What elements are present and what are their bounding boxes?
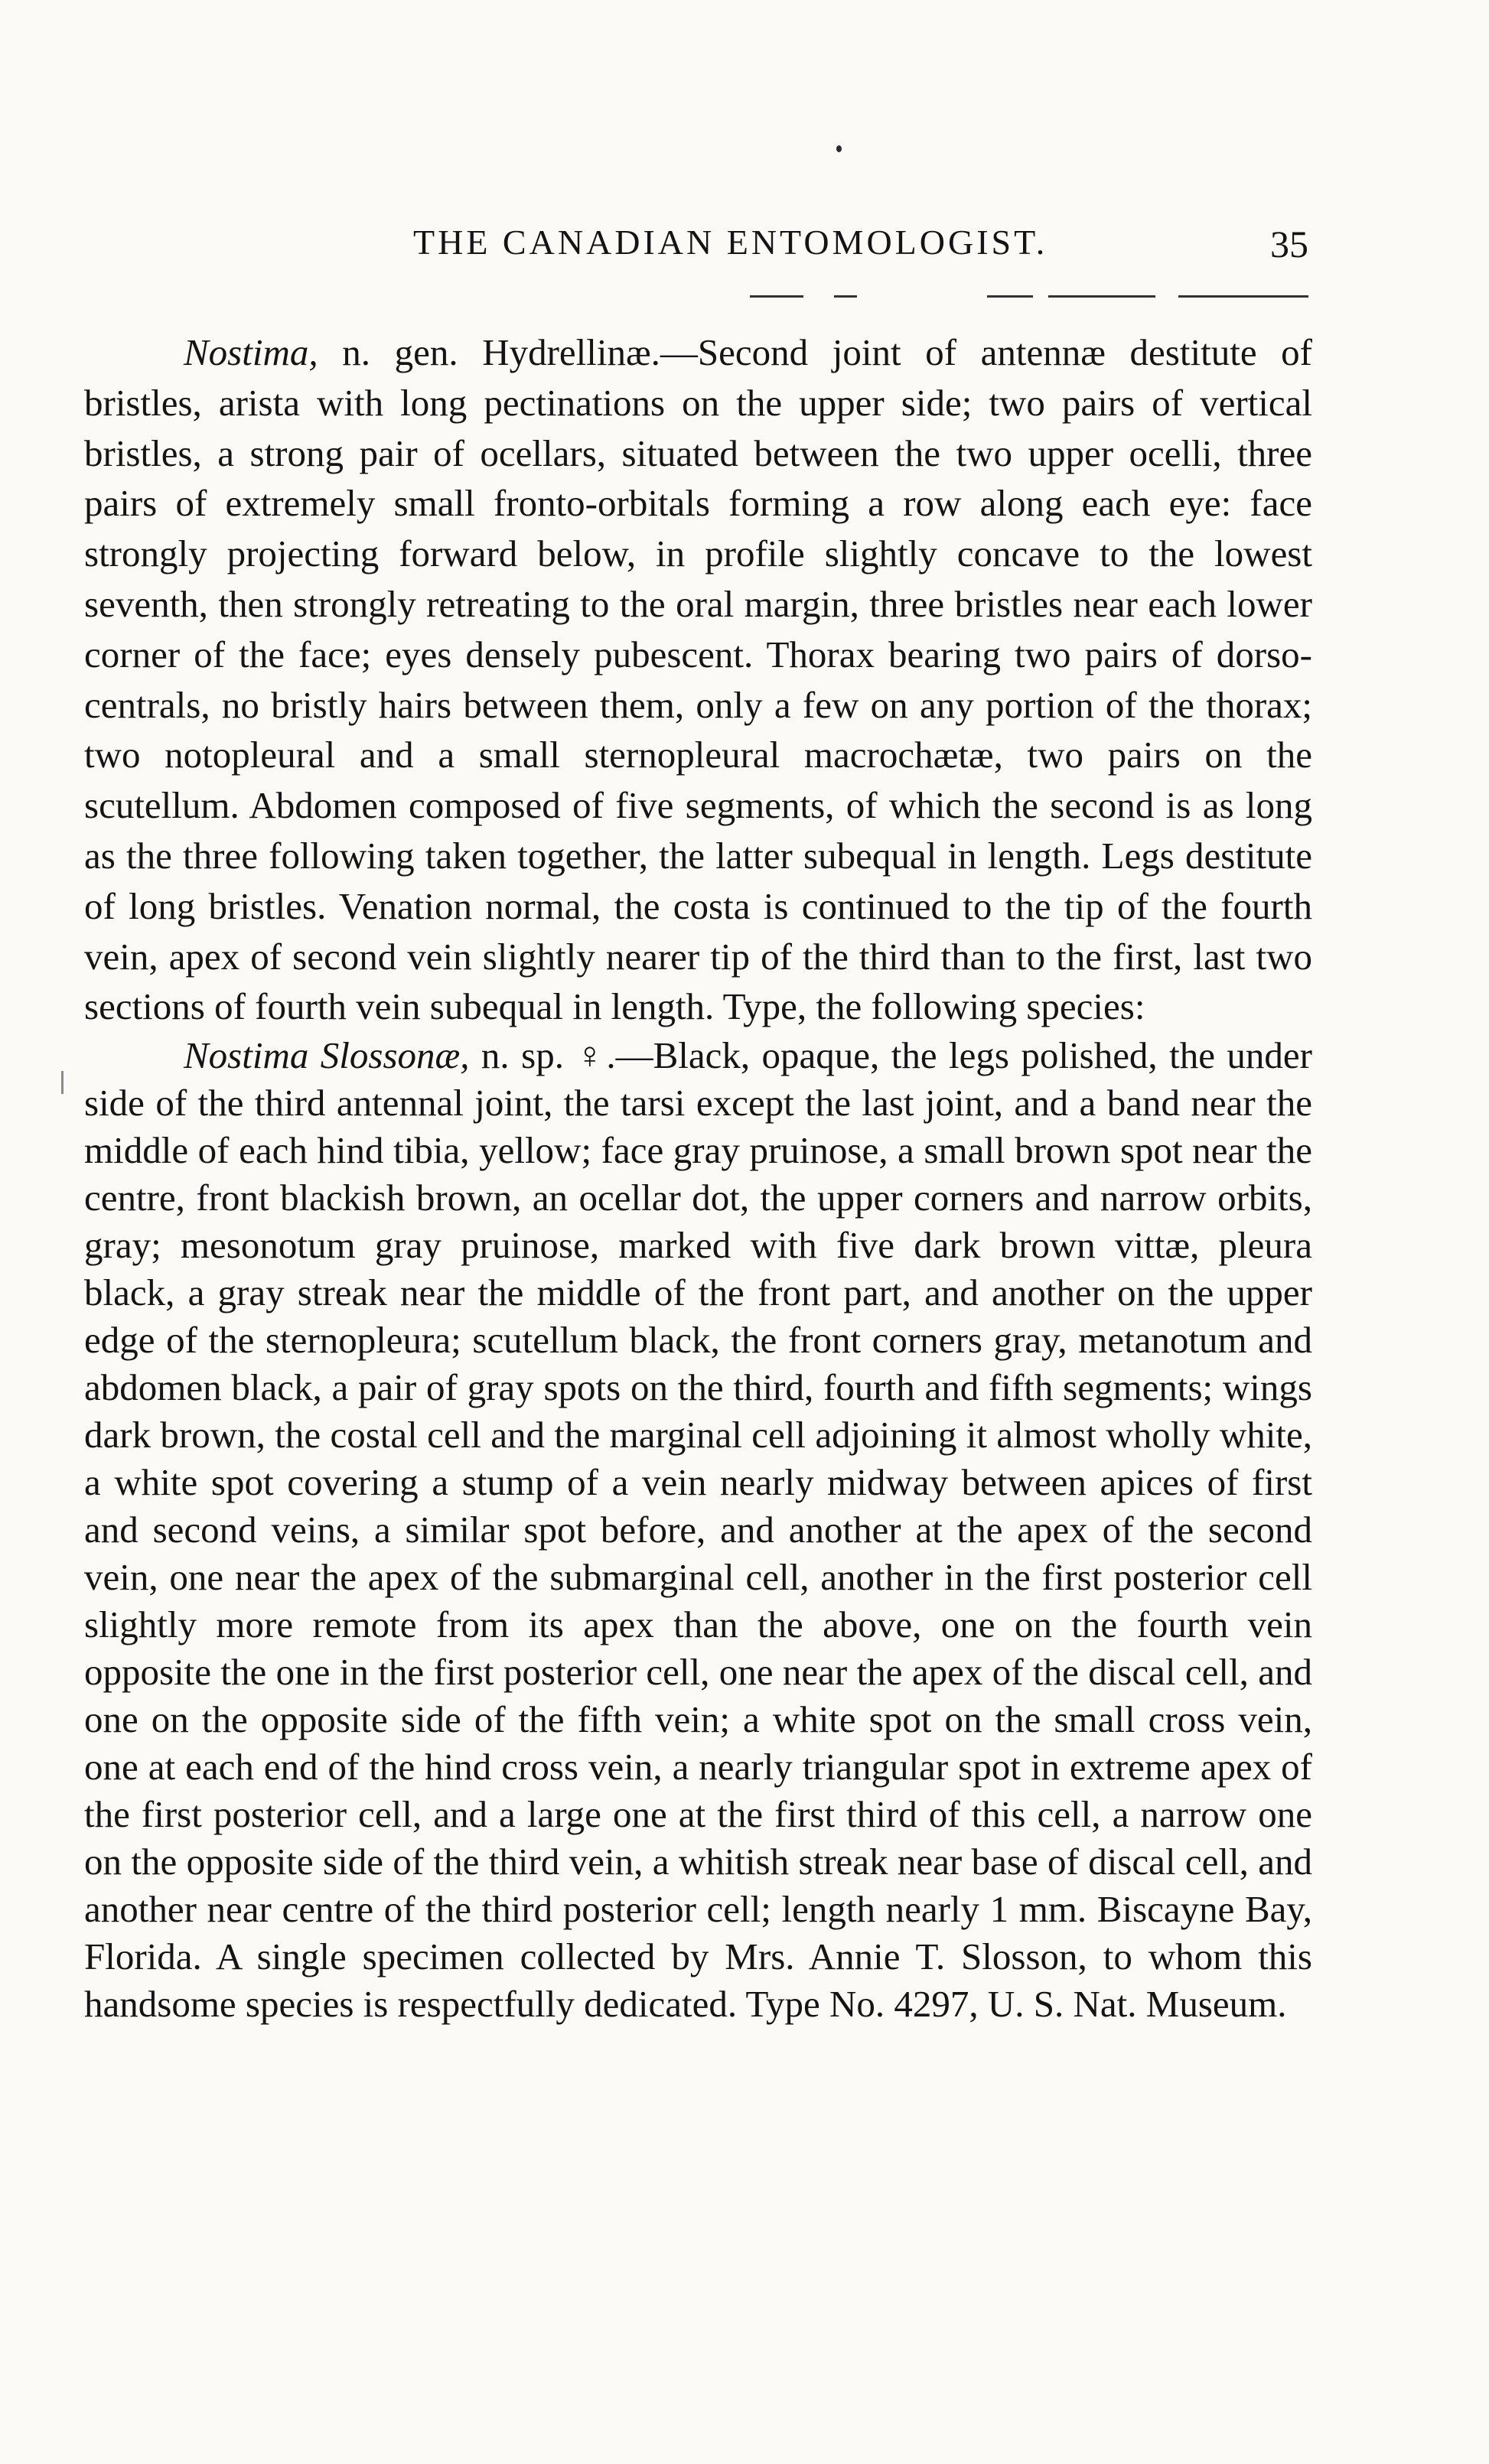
running-title: THE CANADIAN ENTOMOLOGIST. [413, 223, 1048, 262]
header-rule [191, 295, 1308, 300]
article-body [84, 327, 1312, 2028]
species-name: Nostima Slossonæ, [184, 1034, 470, 1077]
genus-description [84, 327, 1312, 1032]
species-description [84, 1032, 1312, 2028]
species-description-text: n. sp. ♀.—Black, opaque, the legs polished, the under side of the third antennal joint, the tarsi except the last joint, and a band near the middle of each hind tibia, yellow; face gray pruinose, a small brown spot near the centre, front blackish brown, an ocellar dot, the upper corners and narrow orbits, gray; mesonotum gray pruinose, marked with five dark brown vittæ, pleura black, a gray streak near the middle of the front part, and another on the upper edge of the sternopleura; scutellum black, the front corners gray, metanotum and abdomen black, a pair of gray spots on the third, fourth and fifth segments; wings dark brown, the costal cell and the marginal cell adjoining it almost wholly white, a white spot covering a stump of a vein nearly midway between apices of first and second veins, a similar spot before, and another at the apex of the second vein, one near the apex of the submarginal cell, another in the first posterior cell slightly more remote from its apex than the above, one on the fourth vein opposite the one in the first posterior cell, one near the apex of the discal cell, and one on the opposite side of the fifth vein; a white spot on the small cross vein, one at each end of the hind cross vein, a nearly triangular spot in extreme apex of the first posterior cell, and a large one at the first third of this cell, a narrow one on the opposite side of the third vein, a whitish streak near base of discal cell, and another near centre of the third posterior cell; length nearly 1 mm. Biscayne Bay, Florida. A single specimen collected by Mrs. Annie T. Slosson, to whom this handsome species is respectfully dedicated. Type No. 4297, U. S. Nat. Museum. [84, 1034, 1312, 2026]
genus-description-text: n. gen. Hydrellinæ.—Second joint of antennæ destitute of bristles, arista with long pectinations on the upper side; two pairs of vertical bristles, a strong pair of ocellars, situated between the two upper ocelli, three pairs of extremely small fronto-orbitals forming a row along each eye: face strongly projecting forward below, in profile slightly concave to the lowest seventh, then strongly retreating to the oral margin, three bristles near each lower corner of the face; eyes densely pubescent. Thorax bearing two pairs of dorso-centrals, no bristly hairs between them, only a few on any portion of the thorax; two notopleural and a small sternopleural macrochætæ, two pairs on the scutellum. Abdomen composed of five segments, of which the second is as long as the three following taken together, the latter subequal in length. Legs destitute of long bristles. Venation normal, the costa is continued to the tip of the fourth vein, apex of second vein slightly nearer tip of the third than to the first, last two sections of fourth vein subequal in length. Type, the following species: [84, 331, 1312, 1028]
margin-mark [61, 1071, 64, 1094]
running-head [191, 222, 1308, 283]
page-number: 35 [1270, 223, 1308, 265]
genus-name: Nostima, [184, 331, 318, 373]
ink-speck [836, 145, 842, 152]
